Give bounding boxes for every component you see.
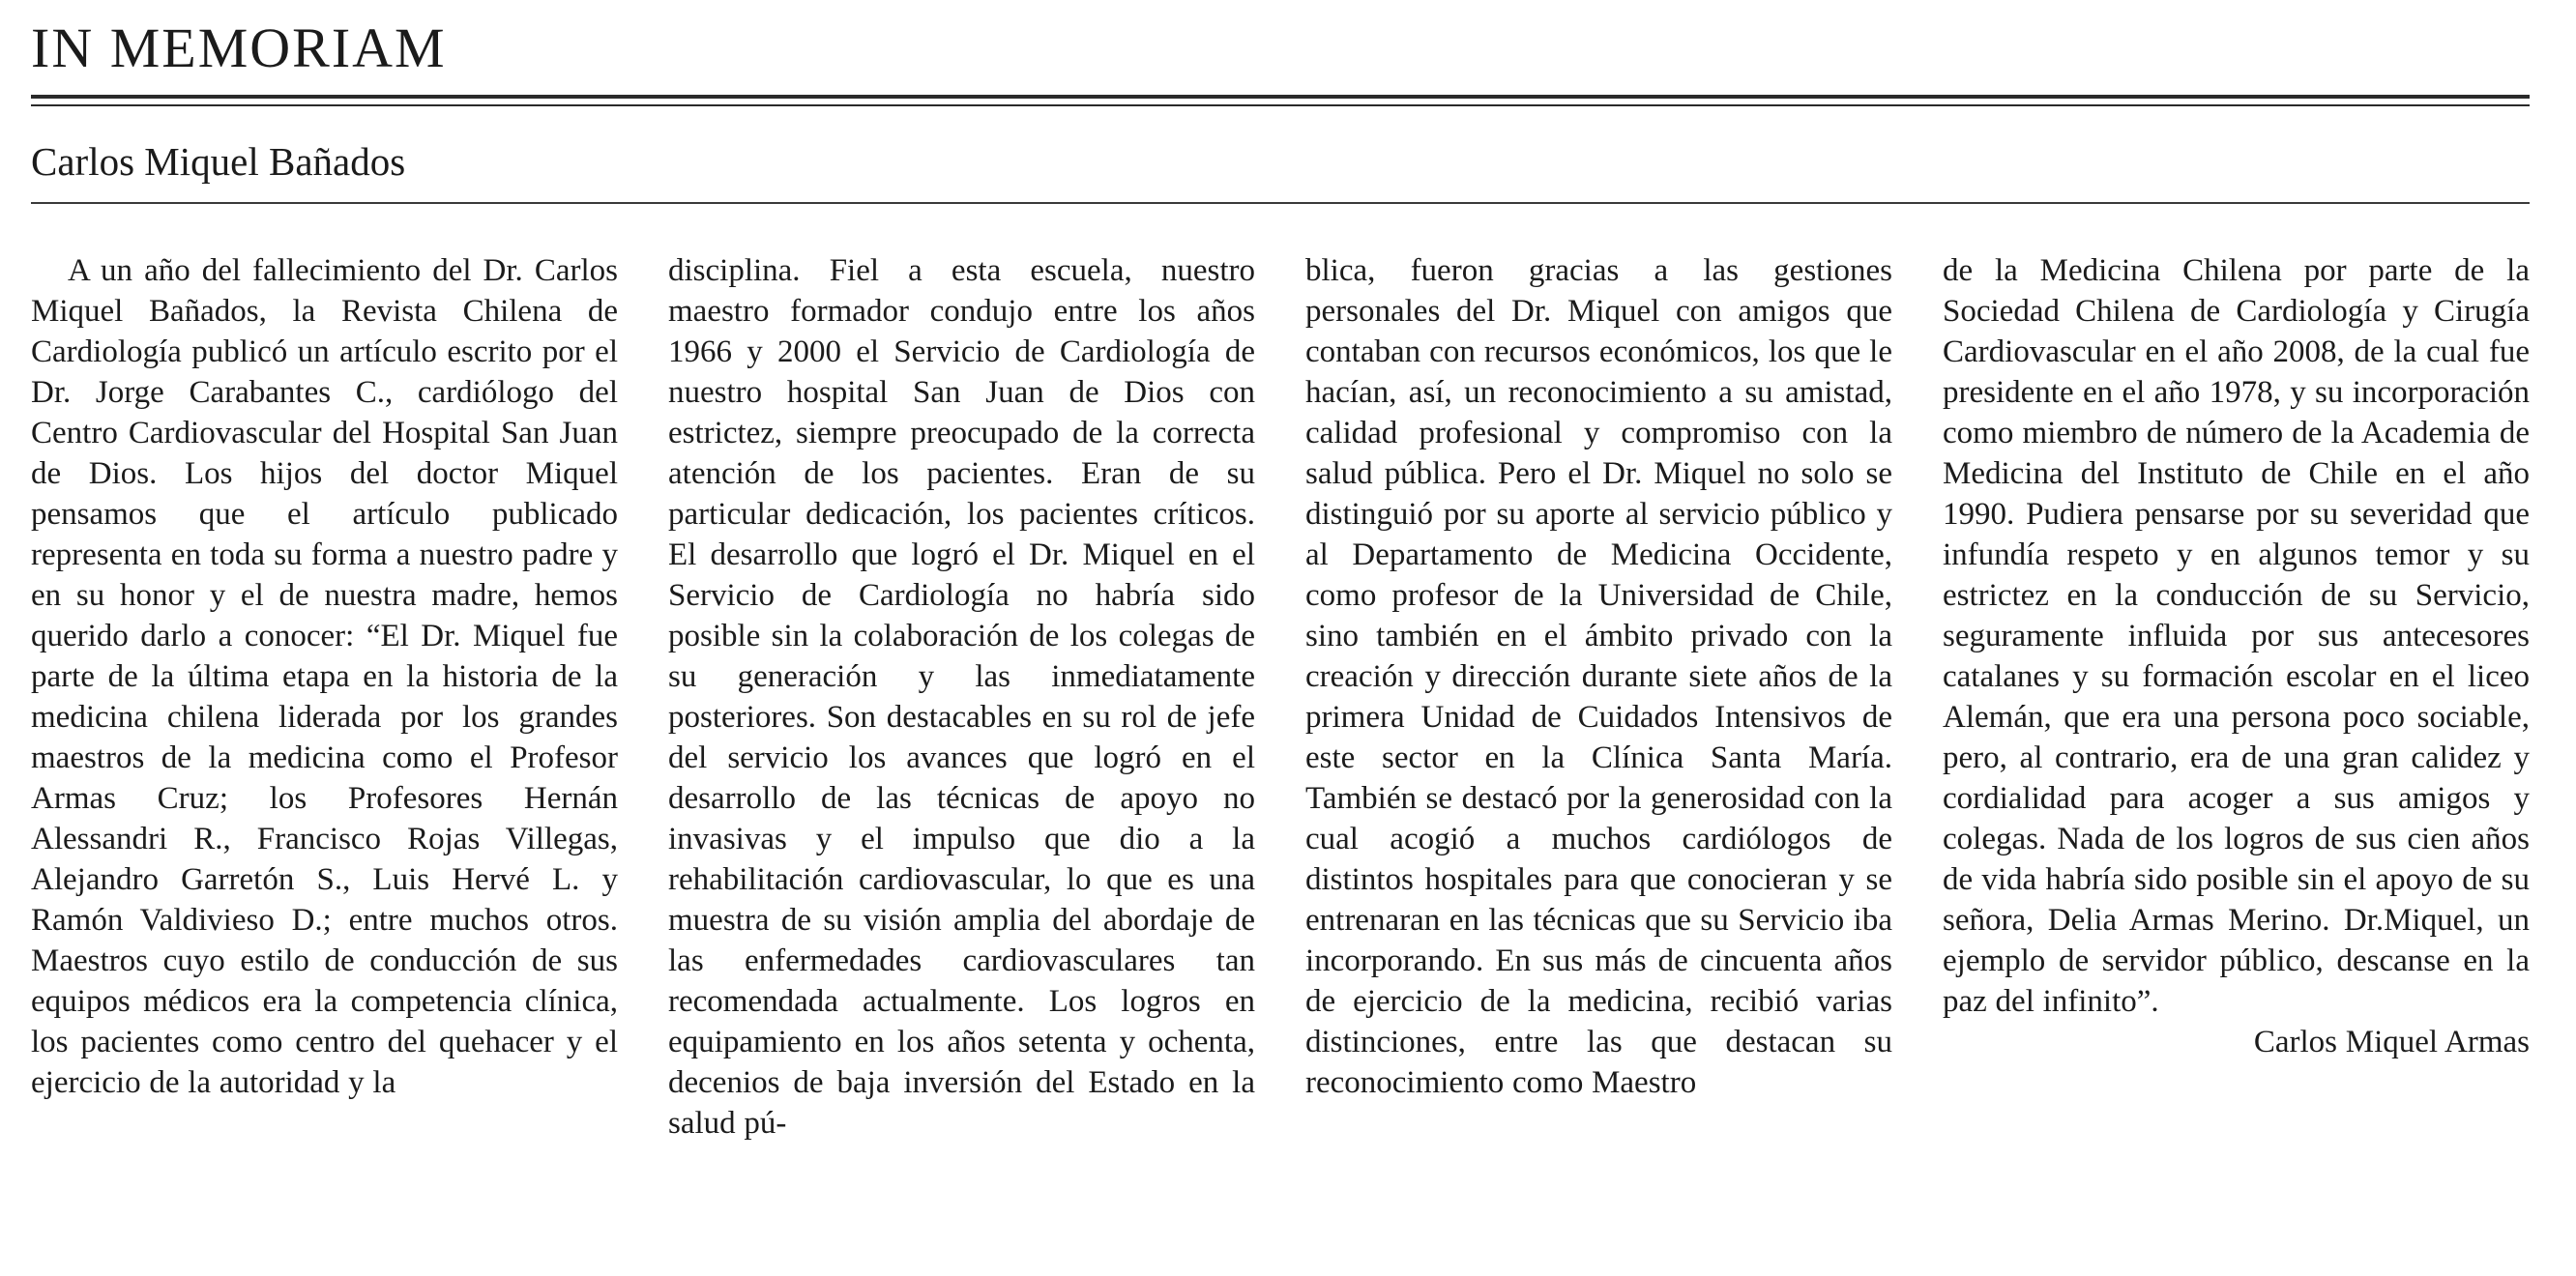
article-column-1 [31,250,618,1144]
column-4-text: de la Medicina Chilena por parte de la Sociedad Chilena de Cardiología y Cirugía Cardiovascular en el año 2008, de la cual fue presidente en el año 1978, y su incorporación como miembro de número de la Academia de Medicina del Instituto de Chile en el año 1990. Pudiera pensarse por su severidad que infundía respeto y en algunos temor y su estrictez en la conducción de su Servicio, seguramente influida por sus antecesores catalanes y su formación escolar en el liceo Alemán, que era una persona poco sociable, pero, al contrario, era de una gran calidez y cordialidad para acoger a sus amigos y colegas. Nada de los logros de sus cien años de vida habría sido posible sin el apoyo de su señora, Delia Armas Merino. Dr.Miquel, un ejemplo de servidor público, descanse en la paz del infinito”. [1943,252,2530,1019]
article-column-3 [1305,250,1892,1144]
article-column-2 [668,250,1255,1144]
article-header [31,17,2530,204]
article-column-4 [1943,250,2530,1144]
section-title: IN MEMORIAM [31,16,447,79]
title-divider [31,202,2530,204]
article-title: Carlos Miquel Bañados [31,138,406,184]
section-divider [31,95,2530,106]
author-signature: Carlos Miquel Armas [2253,1024,2530,1059]
article-body [31,250,2530,1144]
column-1-text: A un año del fallecimiento del Dr. Carlos Miquel Bañados, la Revista Chilena de Cardiología publicó un artículo escrito por el Dr. Jorge Carabantes C., cardiólogo del Centro Cardiovascular del Hospital San Juan de Dios. Los hijos del doctor Miquel pensamos que el artículo publicado representa en toda su forma a nuestro padre y en su honor y el de nuestra madre, hemos querido darlo a conocer: “El Dr. Miquel fue parte de la última etapa en la historia de la medicina chilena liderada por los grandes maestros de la medicina como el Profesor Armas Cruz; los Profesores Hernán Alessandri R., Francisco Rojas Villegas, Alejandro Garretón S., Luis Hervé L. y Ramón Valdivieso D.; entre muchos otros. Maestros cuyo estilo de conducción de sus equipos médicos era la competencia clínica, los pacientes como centro del quehacer y el ejercicio de la autoridad y la [31,252,618,1100]
column-3-text: blica, fueron gracias a las gestiones personales del Dr. Miquel con amigos que contaban con recursos económicos, los que le hacían, así, un reconocimiento a su amistad, calidad profesional y compromiso con la salud pública. Pero el Dr. Miquel no solo se distinguió por su aporte al servicio público y al Departamento de Medicina Occidente, como profesor de la Universidad de Chile, sino también en el ámbito privado con la creación y dirección durante siete años de la primera Unidad de Cuidados Intensivos de este sector en la Clínica Santa María. También se destacó por la generosidad con la cual acogió a muchos cardiólogos de distintos hospitales para que conocieran y se entrenaran en las técnicas que su Servicio iba incorporando. En sus más de cincuenta años de ejercicio de la medicina, recibió varias distinciones, entre las que destacan su reconocimiento como Maestro [1305,252,1892,1100]
column-2-text: disciplina. Fiel a esta escuela, nuestro maestro formador condujo entre los años 1966 y 2000 el Servicio de Cardiología de nuestro hospital San Juan de Dios con estrictez, siempre preocupado de la correcta atención de los pacientes. Eran de su particular dedicación, los pacientes críticos. El desarrollo que logró el Dr. Miquel en el Servicio de Cardiología no habría sido posible sin la colaboración de los colegas de su generación y las inmediatamente posteriores. Son destacables en su rol de jefe del servicio los avances que logró en el desarrollo de las técnicas de apoyo no invasivas y el impulso que dio a la rehabilitación cardiovascular, lo que es una muestra de su visión amplia del abordaje de las enfermedades cardiovasculares tan recomendada actualmente. Los logros en equipamiento en los años setenta y ochenta, decenios de baja inversión del Estado en la salud pú- [668,252,1255,1141]
